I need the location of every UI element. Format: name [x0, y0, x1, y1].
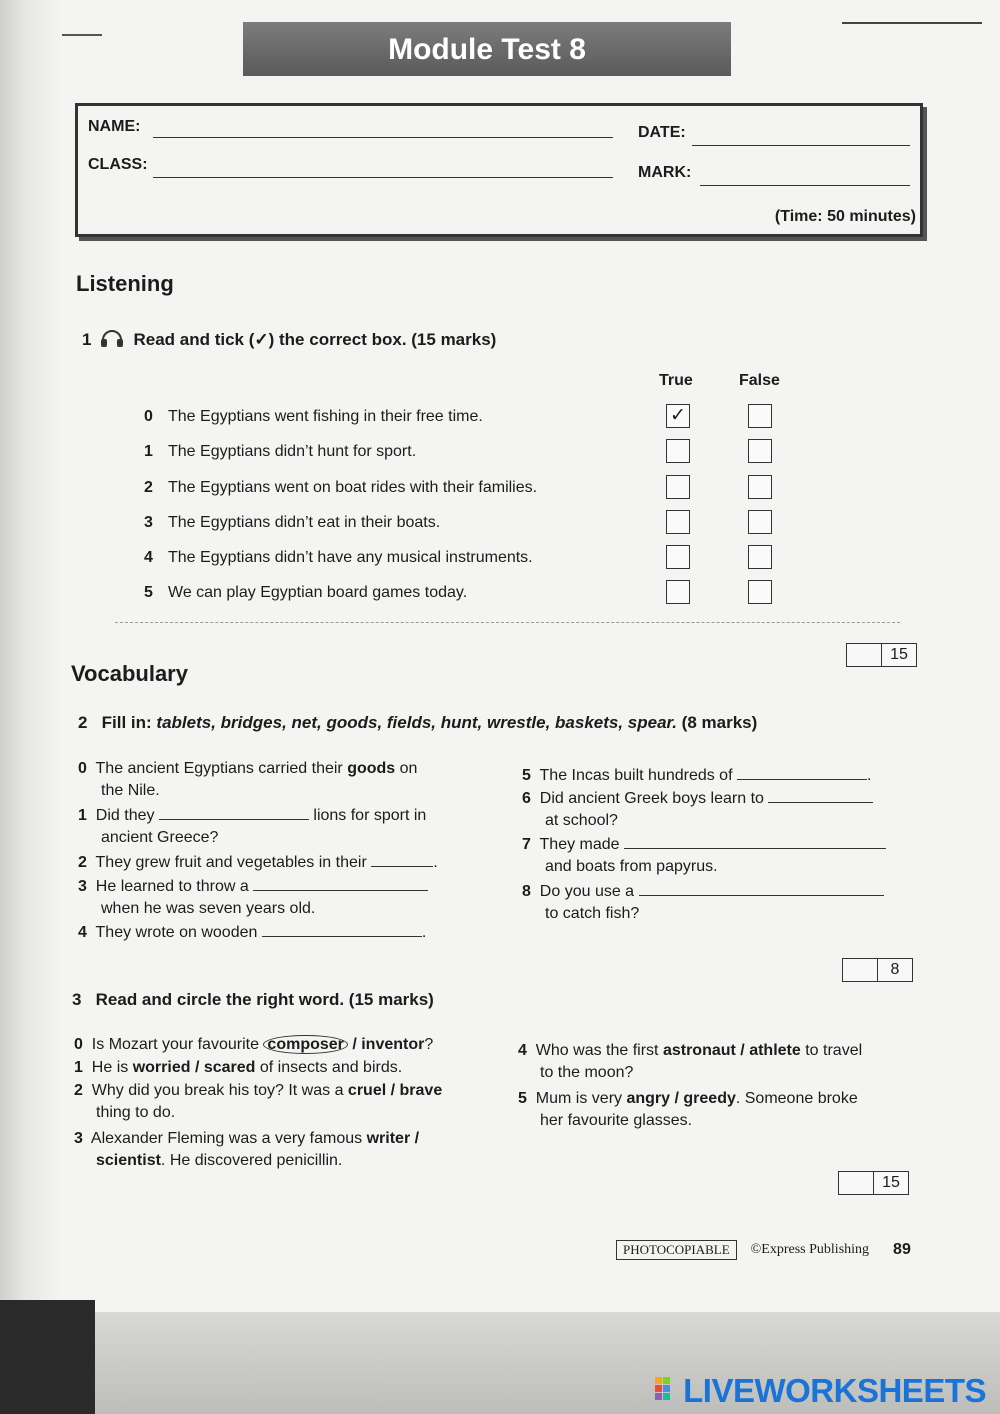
task2-score-box: [842, 958, 913, 982]
section-divider: [115, 622, 900, 623]
page-number: 89: [893, 1241, 911, 1258]
word-option[interactable]: worried: [132, 1059, 191, 1076]
false-checkbox[interactable]: [748, 439, 772, 463]
answer-blank[interactable]: [159, 819, 309, 820]
true-checkbox[interactable]: [666, 545, 690, 569]
item-number: 3: [144, 514, 153, 531]
publisher: ©Express Publishing: [750, 1242, 870, 1257]
word-option[interactable]: scared: [203, 1059, 256, 1076]
word-option[interactable]: greedy: [683, 1090, 736, 1107]
photocopiable-badge: PHOTOCOPIABLE: [616, 1240, 737, 1260]
statement-text: We can play Egyptian board games today.: [168, 584, 468, 601]
class-field[interactable]: [153, 176, 613, 178]
word-bank: tablets, bridges, net, goods, fields, hunt, wrestle, baskets, spear.: [156, 713, 677, 732]
column-true: True: [659, 372, 693, 389]
false-checkbox[interactable]: [748, 510, 772, 534]
answer-blank[interactable]: [253, 890, 428, 891]
answer-blank[interactable]: [639, 895, 884, 896]
task2-item-3: 3 He learned to throw a when he was seven years old.: [78, 876, 473, 920]
task-number: 3: [72, 990, 82, 1009]
task3-item-0: 0 Is Mozart your favourite composer / inventor?: [74, 1036, 434, 1053]
task-number: 1: [82, 329, 92, 349]
student-info-box: [75, 103, 923, 237]
answer-blank[interactable]: [624, 848, 886, 849]
task3-item-5: 5 Mum is very angry / greedy. Someone broke her favourite glasses.: [518, 1090, 858, 1129]
task3-item-1: 1 He is worried / scared of insects and birds.: [74, 1059, 403, 1076]
task-text: Read and tick (✓) the correct box. (15 marks): [133, 329, 497, 349]
item-number: 4: [144, 549, 153, 566]
scan-mark: [842, 22, 982, 24]
word-option[interactable]: angry: [626, 1090, 671, 1107]
time-limit: (Time: 50 minutes): [774, 208, 916, 225]
score-total: 8: [890, 961, 900, 978]
word-option[interactable]: inventor: [361, 1036, 425, 1053]
task3-score-box: [838, 1171, 909, 1195]
listening-score-box: [846, 643, 917, 667]
mark-field[interactable]: [700, 184, 910, 186]
false-checkbox[interactable]: [748, 475, 772, 499]
score-total: 15: [890, 646, 908, 663]
word-option[interactable]: brave: [399, 1082, 443, 1099]
task-number: 2: [78, 713, 88, 732]
task3-item-3: 3 Alexander Fleming was a very famous writer / scientist. He discovered penicillin.: [74, 1130, 420, 1169]
vocabulary-heading: Vocabulary: [71, 661, 188, 686]
statement-text: The Egyptians went fishing in their free time.: [168, 408, 483, 425]
word-option[interactable]: scientist: [96, 1152, 161, 1169]
item-number: 5: [144, 584, 153, 601]
false-checkbox[interactable]: [748, 404, 772, 428]
task2-item-4: 4 They wrote on wooden .: [78, 924, 427, 941]
word-option[interactable]: athlete: [749, 1042, 801, 1059]
false-checkbox[interactable]: [748, 580, 772, 604]
book-binding: [0, 1300, 95, 1414]
paper-edge-shadow: [0, 0, 62, 1414]
column-false: False: [739, 372, 780, 389]
scan-mark: [62, 34, 102, 36]
true-checkbox[interactable]: [666, 439, 690, 463]
task-marks: (8 marks): [676, 713, 758, 732]
item-number: 0: [144, 408, 153, 425]
false-checkbox[interactable]: [748, 545, 772, 569]
task-lead: Fill in:: [101, 713, 157, 732]
task3-item-4: 4 Who was the first astronaut / athlete to travel to the moon?: [518, 1042, 863, 1081]
score-total: 15: [882, 1174, 900, 1191]
example-answer: goods: [347, 760, 396, 777]
statement-text: The Egyptians didn’t hunt for sport.: [168, 443, 417, 460]
class-label: CLASS:: [88, 156, 148, 173]
task2-item-1: 1 Did they lions for sport in ancient Greece?: [78, 807, 427, 846]
listening-heading: Listening: [76, 271, 174, 296]
liveworksheets-logo: [655, 1372, 986, 1410]
true-checkbox[interactable]: ✓: [666, 404, 690, 428]
answer-blank[interactable]: [737, 779, 867, 780]
word-option[interactable]: astronaut: [662, 1042, 736, 1059]
task-3-instruction: [72, 990, 434, 1010]
true-checkbox[interactable]: [666, 580, 690, 604]
task2-item-0: 0 The ancient Egyptians carried their goods on the Nile.: [78, 760, 418, 799]
task2-item-7: 7 They made and boats from papyrus.: [522, 834, 917, 878]
true-checkbox[interactable]: [666, 475, 690, 499]
headphones-icon: [99, 326, 125, 353]
statement-text: The Egyptians didn’t eat in their boats.: [168, 514, 441, 531]
mark-label: MARK:: [638, 164, 692, 181]
word-option[interactable]: writer: [366, 1130, 411, 1147]
item-number: 1: [144, 443, 153, 460]
answer-blank[interactable]: [371, 866, 433, 867]
name-label: NAME:: [88, 118, 141, 135]
name-field[interactable]: [153, 136, 613, 138]
statement-text: The Egyptians went on boat rides with their families.: [168, 479, 538, 496]
date-field[interactable]: [692, 144, 910, 146]
task2-item-2: 2 They grew fruit and vegetables in their .: [78, 854, 438, 871]
task-text: Read and circle the right word. (15 marks): [95, 990, 434, 1009]
date-label: DATE:: [638, 124, 686, 141]
word-option-circled[interactable]: composer: [263, 1035, 347, 1054]
task-1-instruction: [82, 326, 496, 353]
answer-blank[interactable]: [768, 802, 873, 803]
word-option[interactable]: cruel: [347, 1082, 387, 1099]
brand-text: LIVEWORKSHEETS: [683, 1372, 986, 1409]
score-entry[interactable]: [839, 1172, 874, 1194]
true-checkbox[interactable]: [666, 510, 690, 534]
task-2-instruction: [78, 713, 757, 733]
score-entry[interactable]: [847, 644, 882, 666]
task2-item-6: 6 Did ancient Greek boys learn to at school?: [522, 788, 917, 832]
task3-item-2: 2 Why did you break his toy? It was a cruel / brave thing to do.: [74, 1082, 443, 1121]
liveworksheets-grid-icon: [655, 1377, 679, 1406]
score-entry[interactable]: [843, 959, 878, 981]
task2-item-8: 8 Do you use a to catch fish?: [522, 881, 917, 925]
statement-text: The Egyptians didn’t have any musical instruments.: [168, 549, 533, 566]
answer-blank[interactable]: [262, 936, 422, 937]
page-title: Module Test 8: [243, 22, 731, 76]
item-number: 2: [144, 479, 153, 496]
page-footer: [616, 1240, 911, 1260]
task2-item-5: 5 The Incas built hundreds of .: [522, 767, 872, 784]
